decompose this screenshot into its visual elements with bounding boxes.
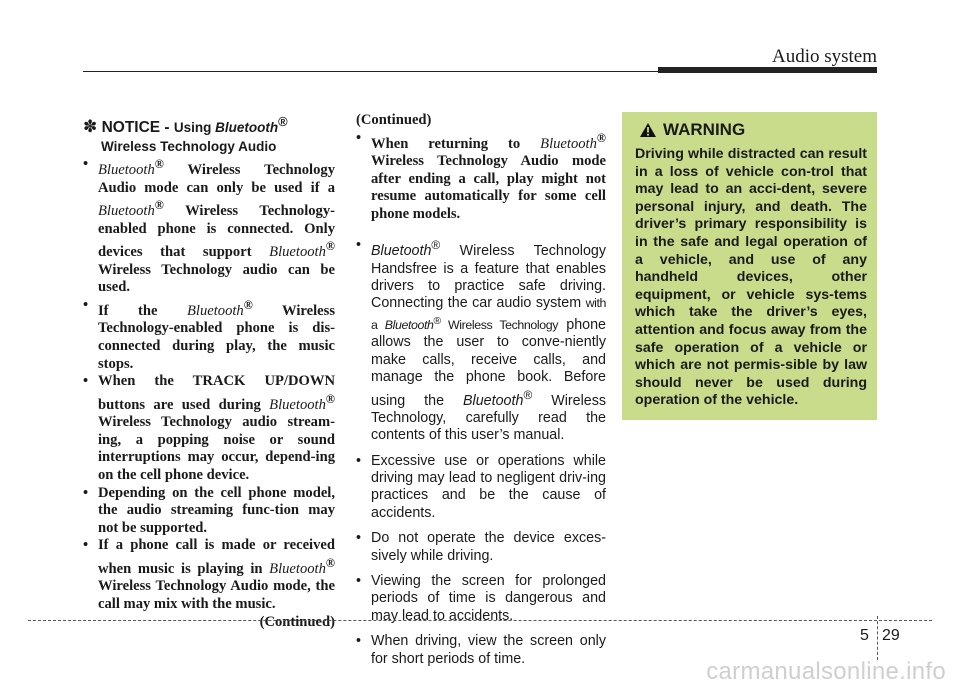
page-number: 29 <box>882 627 900 644</box>
continued-heading: (Continued) <box>356 112 432 128</box>
header-rule-thick <box>658 67 877 73</box>
watermark: carmanualsonline.info <box>706 658 946 685</box>
warning-box <box>622 112 877 420</box>
notice-reg: ® <box>278 114 288 129</box>
page-number-divider <box>877 616 878 660</box>
section-number: 5 <box>860 627 869 644</box>
safety-list <box>356 237 606 668</box>
warning-title: WARNING <box>663 120 746 139</box>
notice-brand: Bluetooth <box>215 120 279 136</box>
list-item: • If the Bluetooth® Wireless Technology-enabled phone is dis-connected during play, the music stops. <box>83 297 335 373</box>
notice-symbol-icon: ✽ <box>83 117 98 137</box>
notice-subtitle: Wireless Technology Audio <box>101 139 277 155</box>
footer-rule <box>28 620 932 621</box>
notice-list <box>83 156 335 613</box>
list-item: • When the TRACK UP/DOWN buttons are used during Bluetooth® Wireless Technology audio stream-ing, a popping noise or sound interruptions may occur, depend-ing on the cell phone device. <box>83 373 335 484</box>
list-item: • Do not operate the device exces-sively while driving. <box>356 530 606 565</box>
list-item: • If a phone call is made or received when music is playing in Bluetooth® Wireless Technology Audio mode, the call may mix with the music. <box>83 537 335 613</box>
list-item: • Bluetooth® Wireless Technology Audio mode can only be used if a Bluetooth® Wireless Technology-enabled phone is connected. Only devices that support Bluetooth® Wireless Technology audio can be used. <box>83 156 335 297</box>
notice-heading <box>83 112 335 156</box>
continued-label: (Continued) <box>259 613 335 630</box>
section-title: Audio system <box>771 46 877 67</box>
continued-list <box>356 130 606 224</box>
warning-text: Driving while distracted can result in a loss of vehicle con-trol that may lead to an acci-dent, severe personal injury, and death. The driver’s primary responsibility is in the safe and legal operation of a vehicle, and use of any handheld devices, other equipment, or vehicle sys-tems which take the driver’s eyes, attention and focus away from the safe operation of a vehicle or which are not permis-sible by law should never be used during operation of the vehicle. <box>635 146 867 409</box>
column-middle <box>356 112 606 668</box>
warning-header <box>639 120 867 140</box>
notice-label: NOTICE - <box>101 119 174 137</box>
list-item: • When driving, view the screen only for short periods of time. <box>356 633 606 668</box>
list-item: • Bluetooth® Wireless Technology Handsfree is a feature that enables drivers to practice safe driving. Connecting the car audio system with a Bluetooth® Wireless Technology phone allows the user to conve-niently make calls, receive calls, and manage the phone book. Before using the Bluetooth® Wireless Technology, carefully read the contents of this user’s manual. <box>356 237 606 444</box>
list-item: • Excessive use or operations while driving may lead to negligent driv-ing practices and be the cause of accidents. <box>356 453 606 523</box>
list-item: • Viewing the screen for prolonged periods of time is dangerous and may lead to accidents. <box>356 573 606 625</box>
list-item: • When returning to Bluetooth® Wireless Technology Audio mode after ending a call, play might not resume automatically for some cell phone models. <box>356 130 606 224</box>
notice-using: Using <box>173 120 216 136</box>
warning-triangle-icon <box>639 122 657 138</box>
list-item: • Depending on the cell phone model, the audio streaming func-tion may not be supported. <box>83 485 335 538</box>
column-left <box>83 112 335 631</box>
header-rule <box>83 71 663 72</box>
